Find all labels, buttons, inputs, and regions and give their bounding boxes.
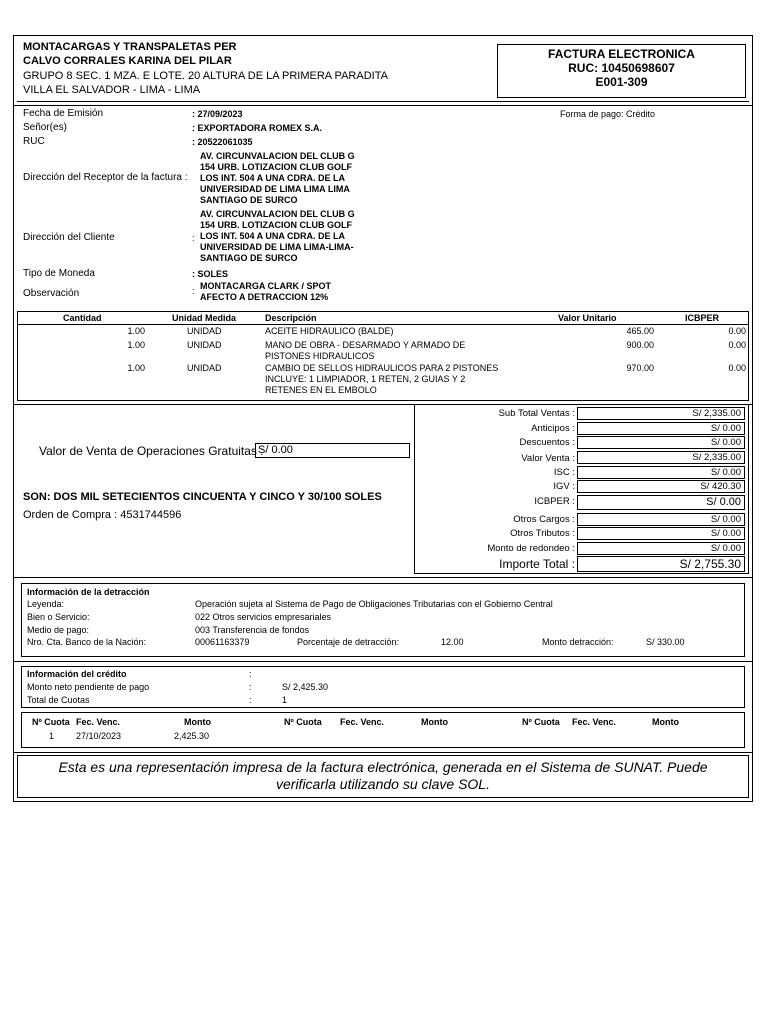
item-qty: 1.00: [127, 340, 145, 350]
total-value-otros-cargos: S/ 0.00: [577, 513, 745, 526]
gratuitas-label: Valor de Venta de Operaciones Gratuitas :: [39, 444, 264, 458]
dir-receptor-label: Dirección del Receptor de la factura :: [23, 172, 188, 183]
cuota-header-num: Nº Cuota: [32, 717, 70, 727]
total-value-isc: S/ 0.00: [577, 466, 745, 479]
column-header-icbper: ICBPER: [685, 313, 720, 323]
gratuitas-value: S/ 0.00: [255, 443, 410, 458]
total-value-importe-total: S/ 2,755.30: [577, 556, 745, 572]
total-label-otros-cargos: Otros Cargos :: [513, 514, 575, 525]
column-header-unidad: Unidad Medida: [172, 313, 237, 323]
item-unit: UNIDAD: [187, 363, 222, 373]
divider: [17, 101, 749, 102]
cuota-header-num: Nº Cuota: [284, 717, 322, 727]
leyenda-label: Leyenda:: [27, 599, 65, 609]
item-desc: MANO DE OBRA - DESARMADO Y ARMADO DE PISTONES HIDRAULICOS: [265, 340, 466, 361]
total-value-redondeo: S/ 0.00: [577, 542, 745, 555]
cuotas-value: 1: [282, 695, 288, 705]
cuotas-colon: :: [249, 695, 252, 705]
cuota-header-num: Nº Cuota: [522, 717, 560, 727]
total-label-importe-total: Importe Total :: [499, 557, 575, 571]
leyenda-value: Operación sujeta al Sistema de Pago de Obligaciones Tributarias con el Gobierno Central: [195, 599, 553, 609]
total-label-redondeo: Monto de redondeo :: [487, 543, 575, 554]
observacion-value: MONTACARGA CLARK / SPOT AFECTO A DETRACCION 12%: [200, 281, 331, 302]
neto-colon: :: [249, 682, 252, 692]
credito-colon: :: [249, 669, 252, 679]
item-price: 900.00: [626, 340, 654, 350]
medio-label: Medio de pago:: [27, 625, 90, 635]
fecha-label: Fecha de Emisión: [23, 108, 104, 119]
monto-detraccion-label: Monto detracción:: [542, 637, 614, 647]
total-value-otros-tributos: S/ 0.00: [577, 527, 745, 540]
total-label-otros-tributos: Otros Tributos :: [510, 528, 575, 539]
divider: [13, 105, 753, 106]
orden-compra: Orden de Compra : 4531744596: [23, 509, 182, 521]
ruc-value: : 20522061035: [192, 137, 253, 147]
neto-label: Monto neto pendiente de pago: [27, 682, 150, 692]
bien-value: 022 Otros servicios empresariales: [195, 612, 332, 622]
cuota-header-monto: Monto: [421, 717, 448, 727]
total-label-isc: ISC :: [553, 467, 575, 478]
item-unit: UNIDAD: [187, 340, 222, 350]
cuota-header-monto: Monto: [184, 717, 211, 727]
issuer-address-line1: GRUPO 8 SEC. 1 MZA. E LOTE. 20 ALTURA DE LA PRIMERA PARADITA: [23, 70, 388, 82]
item-price: 970.00: [626, 363, 654, 373]
item-icbper: 0.00: [728, 326, 746, 336]
senor-value: : EXPORTADORA ROMEX S.A.: [192, 123, 323, 133]
cuota-header-fecha: Fec. Venc.: [76, 717, 121, 727]
item-price: 465.00: [626, 326, 654, 336]
dir-cliente-value: AV. CIRCUNVALACION DEL CLUB G 154 URB. LOTIZACION CLUB GOLF LOS INT. 504 A UNA CDRA. DE LA UNIVERSIDAD DE LIMA LIMA-LIMA- SANTIAGO DE SURCO: [200, 209, 355, 263]
divider: [13, 577, 753, 578]
document-title: FACTURA ELECTRONICA: [548, 47, 695, 61]
dir-receptor-value: AV. CIRCUNVALACION DEL CLUB G 154 URB. LOTIZACION CLUB GOLF LOS INT. 504 A UNA CDRA. DE LA UNIVERSIDAD DE LIMA LIMA LIMA SANTIAGO DE SURCO: [200, 151, 355, 205]
total-value-descuentos: S/ 0.00: [577, 436, 745, 449]
detraccion-title: Información de la detracción: [27, 587, 150, 597]
cuota-header-monto: Monto: [652, 717, 679, 727]
item-qty: 1.00: [127, 326, 145, 336]
moneda-value: : SOLES: [192, 269, 229, 279]
senor-label: Señor(es): [23, 122, 67, 133]
total-value-valor-venta: S/ 2,335.00: [577, 451, 745, 464]
observacion-label: Observación: [23, 288, 80, 299]
cta-label: Nro. Cta. Banco de la Nación:: [27, 637, 147, 647]
column-header-valor-unitario: Valor Unitario: [558, 313, 617, 323]
dir-cliente-label: Dirección del Cliente: [23, 232, 115, 243]
document-id-box: [497, 44, 746, 98]
ruc-label: RUC: [23, 136, 45, 147]
footer-line1: Esta es una representación impresa de la factura electrónica, generada en el Sistema de SUNAT. Puede: [58, 759, 708, 775]
total-label-subtotal: Sub Total Ventas :: [498, 408, 575, 419]
document-number: E001-309: [595, 75, 648, 89]
bien-label: Bien o Servicio:: [27, 612, 90, 622]
total-value-subtotal: S/ 2,335.00: [577, 407, 745, 420]
cta-value: 00061163379: [195, 637, 250, 647]
total-value-anticipos: S/ 0.00: [577, 422, 745, 435]
item-unit: UNIDAD: [187, 326, 222, 336]
cuota-monto: 2,425.30: [174, 731, 210, 741]
total-value-icbper: S/ 0.00: [577, 495, 745, 510]
divider: [13, 661, 753, 662]
cuota-header-fecha: Fec. Venc.: [340, 717, 385, 727]
items-header-divider: [17, 324, 749, 325]
item-icbper: 0.00: [728, 363, 746, 373]
document-ruc: RUC: 10450698607: [568, 61, 675, 75]
neto-value: S/ 2,425.30: [282, 682, 329, 692]
divider: [13, 752, 753, 753]
issuer-name-line2: CALVO CORRALES KARINA DEL PILAR: [23, 55, 232, 67]
total-label-descuentos: Descuentos :: [519, 437, 575, 448]
fecha-value: : 27/09/2023: [192, 109, 243, 119]
moneda-label: Tipo de Moneda: [23, 268, 95, 279]
total-label-icbper: ICBPER :: [534, 496, 575, 507]
pct-value: 12.00: [441, 637, 464, 647]
footer-line2: verificarla utilizando su clave SOL.: [276, 776, 490, 792]
issuer-address-line2: VILLA EL SALVADOR - LIMA - LIMA: [23, 84, 201, 96]
cuota-header-fecha: Fec. Venc.: [572, 717, 617, 727]
credito-title: Información del crédito: [27, 669, 127, 679]
item-desc: CAMBIO DE SELLOS HIDRAULICOS PARA 2 PISTONES INCLUYE: 1 LIMPIADOR, 1 RETEN, 2 GUIAS Y 2 RETENES EN EL EMBOLO: [265, 363, 499, 395]
total-label-anticipos: Anticipos :: [531, 423, 575, 434]
column-header-descripcion: Descripción: [265, 313, 317, 323]
pct-label: Porcentaje de detracción:: [297, 637, 400, 647]
total-label-valor-venta: Valor Venta :: [521, 453, 575, 464]
amount-in-words: SON: DOS MIL SETECIENTOS CINCUENTA Y CINCO Y 30/100 SOLES: [23, 491, 382, 503]
total-value-igv: S/ 420.30: [577, 480, 745, 493]
issuer-name-line1: MONTACARGAS Y TRANSPALETAS PER: [23, 41, 237, 53]
forma-pago: Forma de pago: Crédito: [560, 109, 656, 119]
cuotas-label: Total de Cuotas: [27, 695, 90, 705]
dir-cliente-colon: :: [192, 233, 195, 243]
item-qty: 1.00: [127, 363, 145, 373]
cuota-num: 1: [49, 731, 55, 741]
item-icbper: 0.00: [728, 340, 746, 350]
column-header-cantidad: Cantidad: [63, 313, 102, 323]
monto-detraccion-value: S/ 330.00: [646, 637, 685, 647]
observacion-colon: :: [192, 286, 195, 296]
total-label-igv: IGV :: [553, 481, 575, 492]
item-desc: ACEITE HIDRAULICO (BALDE): [265, 326, 394, 336]
cuota-fecha: 27/10/2023: [76, 731, 122, 741]
medio-value: 003 Transferencia de fondos: [195, 625, 310, 635]
